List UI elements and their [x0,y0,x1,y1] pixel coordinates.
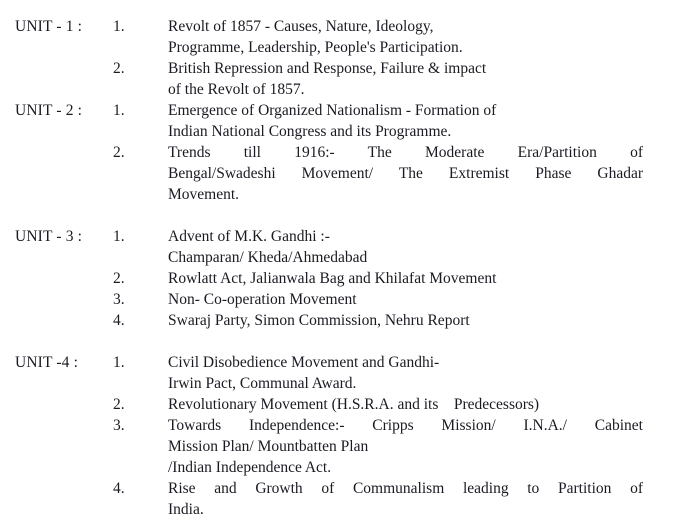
item-text-line: Swaraj Party, Simon Commission, Nehru Report [168,312,470,329]
list-item [15,58,643,100]
unit-items [15,226,643,331]
item-text-line: Advent of M.K. Gandhi :- [168,228,330,245]
list-item [15,310,643,331]
unit-label: UNIT - 1 : [15,18,83,35]
item-text-line: Mission Plan/ Mountbatten Plan [168,438,369,455]
unit-items [15,352,643,520]
item-text-line: Trends till 1916:- The Moderate Era/Partition of [168,144,643,161]
item-text-line: Indian National Congress and its Programme. [168,123,452,140]
item-number: 4. [113,312,125,329]
item-text-line: India. [168,501,204,518]
list-item [15,142,643,205]
list-item [15,478,643,520]
list-item [15,226,643,268]
item-text-line: Revolutionary Movement (H.S.R.A. and its Predecessors) [168,396,540,413]
item-text [168,142,643,205]
item-number: 4. [113,480,125,497]
list-item [15,394,643,415]
list-item [15,268,643,289]
list-item [15,352,643,394]
item-text-line: Emergence of Organized Nationalism - Formation of [168,102,497,119]
item-number: 2. [113,396,125,413]
unit-list [15,16,643,520]
item-number: 2. [113,270,125,287]
item-text-line: Non- Co-operation Movement [168,291,357,308]
unit-block [15,352,643,520]
item-number: 1. [113,354,125,371]
item-number: 2. [113,60,125,77]
item-number: 1. [113,102,125,119]
item-number: 2. [113,144,125,161]
item-text-line: British Repression and Response, Failure & impact [168,60,487,77]
list-item [15,289,643,310]
item-text [168,478,643,520]
unit-items [15,100,643,205]
item-number: 3. [113,417,125,434]
item-text [168,352,643,394]
item-number: 3. [113,291,125,308]
item-text-line: Movement. [168,186,240,203]
unit-label: UNIT -4 : [15,354,79,371]
list-item [15,415,643,478]
unit-items [15,16,643,100]
list-item [15,100,643,142]
unit-label: UNIT - 3 : [15,228,83,245]
item-text-line: Champaran/ Kheda/Ahmedabad [168,249,368,266]
unit-block [15,100,643,205]
item-text [168,16,643,58]
item-text-line: /Indian Independence Act. [168,459,332,476]
item-text-line: Programme, Leadership, People's Participation. [168,39,463,56]
item-text-line: Revolt of 1857 - Causes, Nature, Ideology, [168,18,434,35]
item-number: 1. [113,18,125,35]
item-text [168,289,643,310]
item-text [168,226,643,268]
list-item [15,16,643,58]
item-text-line: Rowlatt Act, Jalianwala Bag and Khilafat Movement [168,270,497,287]
item-text-line: Towards Independence:- Cripps Mission/ I.N.A./ Cabinet [168,417,643,434]
item-text [168,415,643,478]
item-text-line: Civil Disobedience Movement and Gandhi- [168,354,440,371]
item-text-line: of the Revolt of 1857. [168,81,305,98]
item-text-line: Bengal/Swadeshi Movement/ The Extremist Phase Ghadar [168,165,643,182]
item-text [168,58,643,100]
unit-block [15,16,643,100]
unit-block [15,226,643,331]
item-text [168,268,643,289]
unit-label: UNIT - 2 : [15,102,83,119]
item-text-line: Irwin Pact, Communal Award. [168,375,357,392]
item-text [168,394,643,415]
item-text-line: Rise and Growth of Communalism leading to Partition of [168,480,643,497]
item-number: 1. [113,228,125,245]
item-text [168,310,643,331]
item-text [168,100,643,142]
